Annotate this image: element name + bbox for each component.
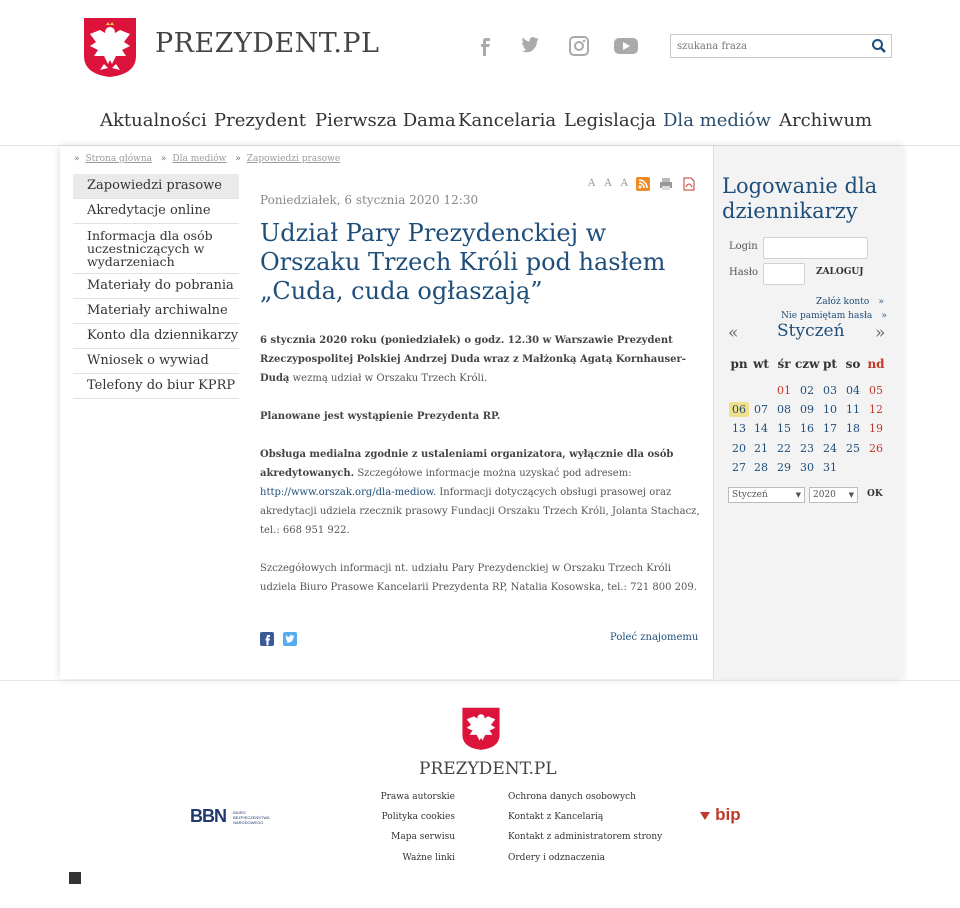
bip-flag-icon [700,812,710,820]
twitter-icon[interactable] [520,36,542,56]
article-paragraph: Obsługa medialna zgodnie z ustaleniami organizatora, wyłącznie dla osób akredytowanych. Szczegółowe informacje można uzyskać pod adresem: http://www.orszak.org/dla-mediow. Informacji dotyczących obsługi prasowej oraz akredytacji udziela rzecznik prasowy Fundacji Orszaku Trzech Króli, Jolanta Stachacz, tel.: 668 951 922. [260,449,700,536]
calendar-header-day: so [845,357,861,371]
facebook-icon[interactable] [474,36,496,56]
sidebar-item-zapowiedzi-prasowe[interactable]: Zapowiedzi prasowe [73,174,239,199]
calendar-header-day: śr [777,357,791,371]
nav-item-dla-mediow[interactable]: Dla mediów [663,110,771,131]
print-icon[interactable] [659,176,673,195]
sidebar-menu [73,174,239,399]
article-paragraph: Planowane jest wystąpienie Prezydenta RP. [260,411,501,422]
nav-item-pierwsza-dama[interactable]: Pierwsza Dama [315,110,456,131]
youtube-icon[interactable] [613,36,639,56]
footer-link-ochrona-danych[interactable]: Ochrona danych osobowych [508,792,636,802]
calendar-day[interactable]: 28 [754,461,768,474]
sidebar-item-informacja-dla-osob[interactable]: Informacja dla osób uczestniczących w wydarzeniach [73,224,239,274]
main-navigation [0,110,960,134]
search-icon[interactable] [871,38,887,54]
calendar-day[interactable]: 25 [846,442,860,455]
calendar-day[interactable]: 18 [846,422,860,435]
nav-item-prezydent[interactable]: Prezydent [214,110,307,131]
chevron-down-icon: ▼ [848,491,854,499]
search-box [670,34,892,58]
calendar-day[interactable]: 08 [777,403,791,416]
calendar-day[interactable]: 30 [800,461,814,474]
calendar-day[interactable]: 15 [777,422,791,435]
bbn-logo[interactable]: BBN BIURO BEZPIECZEŃSTWA NARODOWEGO [190,806,270,826]
calendar-day[interactable]: 13 [732,422,746,435]
calendar-day[interactable]: 17 [823,422,837,435]
calendar-day[interactable]: 16 [800,422,814,435]
login-label: Login [729,241,758,252]
article-title: Udział Pary Prezydenckiej w Orszaku Trzech Króli pod hasłem „Cuda, cuda ogłaszają” [260,219,666,305]
footer-link-wazne-linki[interactable]: Ważne linki [402,853,455,863]
site-logo-text[interactable]: PREZYDENT.PL [155,28,380,59]
calendar-day[interactable]: 11 [846,403,860,416]
login-button[interactable]: ZALOGUJ [816,267,864,277]
login-title: Logowanie dla dziennikarzy [722,174,878,223]
calendar-day[interactable]: 22 [777,442,791,455]
footer-link-polityka-cookies[interactable]: Polityka cookies [381,812,455,822]
breadcrumb [74,154,340,164]
calendar-header-day: wt [753,357,769,371]
recommend-link[interactable]: Poleć znajomemu [610,632,699,643]
calendar-day[interactable]: 01 [777,384,791,397]
calendar-day[interactable]: 03 [823,384,837,397]
forgot-password-link[interactable]: Nie pamiętam hasła [781,311,873,321]
broken-image-icon [69,872,81,884]
sidebar-item-akredytacje-online[interactable]: Akredytacje online [73,199,239,224]
calendar-next-button[interactable]: » [875,323,886,343]
article-paragraph: Szczegółowych informacji nt. udziału Pary Prezydenckiej w Orszaku Trzech Króli udziela Biuro Prasowe Kancelarii Prezydenta RP, Natalia Kosowska, tel.: 721 800 209. [260,563,697,593]
breadcrumb-separator: » [160,154,167,164]
breadcrumb-separator: » [74,154,80,164]
login-input[interactable] [763,237,868,259]
facebook-share-icon[interactable] [260,631,274,645]
nav-item-kancelaria[interactable]: Kancelaria [458,110,557,131]
calendar-day[interactable]: 14 [754,422,768,435]
calendar-header-day: nd [867,357,885,371]
footer-eagle-emblem[interactable] [461,706,501,751]
article-body [260,331,700,616]
calendar-day[interactable]: 26 [869,442,883,455]
calendar-ok-button[interactable]: OK [867,489,883,499]
calendar-header-day: pn [730,357,748,371]
sidebar-item-wniosek-o-wywiad[interactable]: Wniosek o wywiad [73,349,239,374]
calendar-month-title: Styczeń [777,321,845,341]
calendar-day[interactable]: 07 [754,403,768,416]
footer-link-ordery[interactable]: Ordery i odznaczenia [508,853,605,863]
pdf-icon[interactable] [683,176,695,195]
calendar-day[interactable]: 29 [777,461,791,474]
calendar-day[interactable]: 12 [869,403,883,416]
article-date: Poniedziałek, 6 stycznia 2020 12:30 [260,193,479,207]
search-input[interactable] [677,37,857,55]
calendar-day[interactable]: 19 [869,422,883,435]
nav-item-aktualnosci[interactable]: Aktualności [100,110,207,131]
footer-link-kontakt-administrator[interactable]: Kontakt z administratorem strony [508,832,663,842]
calendar-day[interactable]: 02 [800,384,814,397]
sidebar-item-konto-dla-dziennikarzy[interactable]: Konto dla dziennikarzy [73,324,239,349]
calendar-header-day: pt [823,357,837,371]
nav-item-archiwum[interactable]: Archiwum [779,110,873,131]
calendar-day[interactable]: 27 [732,461,746,474]
password-input[interactable] [763,263,805,285]
article-paragraph: 6 stycznia 2020 roku (poniedziałek) o godz. 12.30 w Warszawie Prezydent Rzeczypospolitej Polskiej Andrzej Duda wraz z Małżonką Agatą Kornhauser-Dudą wezmą udział w Orszaku Trzech Króli. [260,335,686,384]
calendar-day[interactable]: 05 [869,384,883,397]
sidebar-item-materialy-archiwalne[interactable]: Materiały archiwalne [73,299,239,324]
forgot-password-row [781,303,887,322]
calendar-day[interactable]: 04 [846,384,860,397]
footer-logo-text[interactable]: PREZYDENT.PL [419,759,557,779]
nav-item-legislacja[interactable]: Legislacja [564,110,657,131]
footer-link-prawa-autorskie[interactable]: Prawa autorskie [380,792,455,802]
calendar-day[interactable]: 21 [754,442,768,455]
calendar-day[interactable]: 24 [823,442,837,455]
twitter-share-icon[interactable] [283,631,297,645]
breadcrumb-home[interactable]: Strona główna [85,154,153,164]
sidebar-item-materialy-do-pobrania[interactable]: Materiały do pobrania [73,274,239,299]
bip-logo[interactable]: bip [700,805,741,825]
eagle-emblem-logo[interactable] [82,16,138,78]
calendar-day[interactable]: 09 [800,403,814,416]
password-label: Hasło [729,267,759,278]
chevron-right-icon: » [878,297,884,307]
calendar-header-day: czw [795,357,820,371]
breadcrumb-current[interactable]: Zapowiedzi prasowe [246,154,341,164]
footer-link-mapa-serwisu[interactable]: Mapa serwisu [391,832,455,842]
footer-divider [0,680,960,681]
calendar-day[interactable]: 06 [729,402,749,417]
breadcrumb-dla-mediow[interactable]: Dla mediów [172,154,227,164]
calendar-day[interactable]: 20 [732,442,746,455]
orszak-link[interactable]: http://www.orszak.org/dla-mediow [260,487,433,498]
create-account-link[interactable]: Załóż konto [816,297,870,307]
calendar-day[interactable]: 10 [823,403,837,416]
sidebar-item-telefony-do-biur[interactable]: Telefony do biur KPRP [73,374,239,399]
calendar-day[interactable]: 31 [823,461,837,474]
footer-link-kontakt-kancelaria[interactable]: Kontakt z Kancelarią [508,812,604,822]
chevron-down-icon: ▼ [795,491,801,499]
instagram-icon[interactable] [568,36,590,56]
font-size-toggle[interactable]: A A A [588,178,632,189]
calendar-day[interactable]: 23 [800,442,814,455]
month-select[interactable]: Styczeń ▼ [728,487,805,503]
calendar-prev-button[interactable]: « [728,323,739,343]
chevron-right-icon: » [881,311,887,321]
rss-icon[interactable] [636,176,650,195]
breadcrumb-separator: » [235,154,241,164]
year-select[interactable]: 2020 ▼ [809,487,858,503]
